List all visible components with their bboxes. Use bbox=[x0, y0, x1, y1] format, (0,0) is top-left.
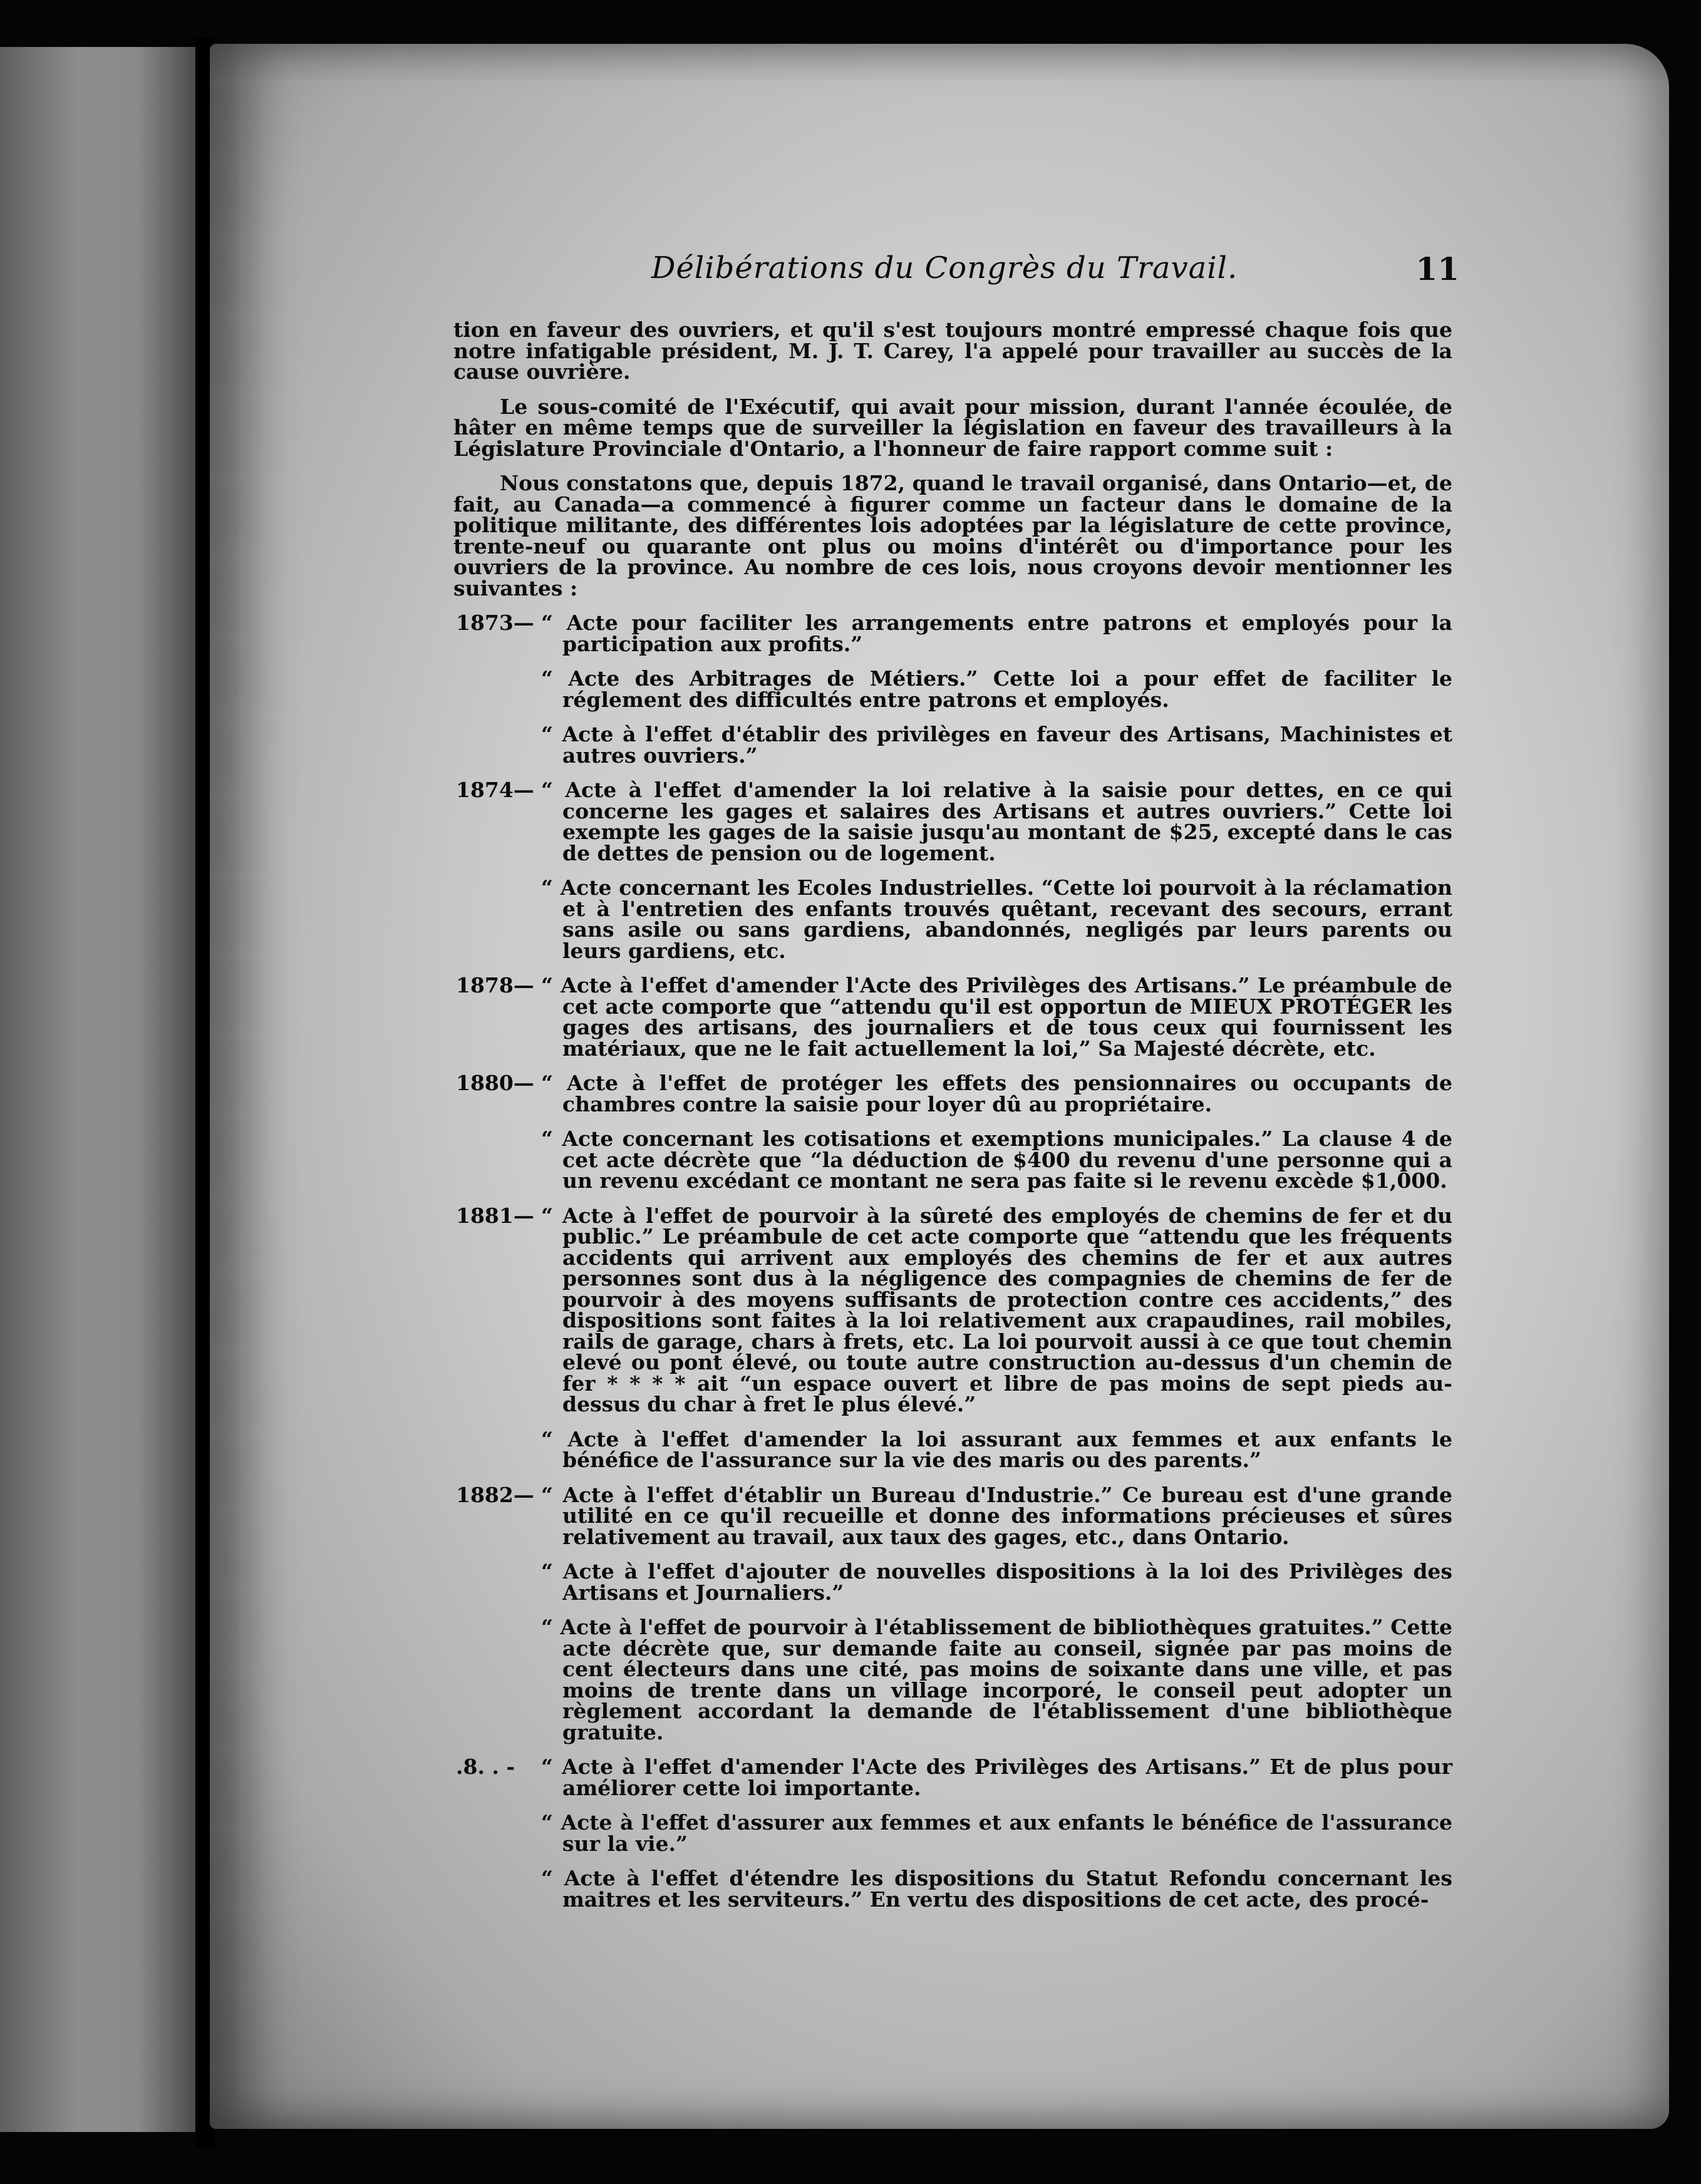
law-entry bbox=[453, 1426, 1452, 1472]
law-text: “ Acte à l'effet de pourvoir à la sûreté des employés de chemins de fer et du public.” Le préambule de cet acte comporte que “attendu que les fréquents accidents qui arrivent aux employés des chemins de fer et aux autres personnes sont dus à la négligence des compagnies de chemins de fer de pourvoir à des moyens suffisants de protection contre ces accidents,” des dispositions sont faites à la loi relativement aux crapaudines, rail mobiles, rails de garage, chars à frets, etc. La loi pourvoit aussi à ce que tout chemin elevé ou pont élevé, ou toute autre construction au-dessus d'un chemin de fer * * * * ait “un espace ouvert et libre de pas moins de sept pieds au-dessus du char à fret le plus élevé.” bbox=[541, 1203, 1452, 1416]
law-text: “ Acte à l'effet d'établir des privilèges en faveur des Artisans, Machinistes et autres ouvriers.” bbox=[541, 722, 1452, 768]
law-entry bbox=[453, 1561, 1452, 1603]
law-text: “ Acte à l'effet d'amender la loi assurant aux femmes et aux enfants le bénéfice de l'assurance sur la vie des maris ou des parents.” bbox=[541, 1426, 1452, 1472]
law-year: 1873— bbox=[456, 610, 534, 635]
left-page-edge bbox=[0, 47, 195, 2132]
law-year: 1880— bbox=[456, 1071, 534, 1095]
law-text: “ Acte à l'effet d'assurer aux femmes et aux enfants le bénéfice de l'assurance sur la vie.” bbox=[541, 1810, 1452, 1856]
law-text: “ Acte à l'effet d'étendre les dispositions du Statut Refondu concernant les maitres et les serviteurs.” En vertu des dispositions de cet acte, des procé- bbox=[541, 1866, 1452, 1912]
law-entry bbox=[453, 1205, 1452, 1415]
law-year: 1874— bbox=[456, 778, 534, 802]
law-text: “ Acte à l'effet d'amender l'Acte des Privilèges des Artisans.” Le préambule de cet acte comporte que “attendu qu'il est opportun de MIEUX PROTÉGER les gages des artisans, des journaliers et de tous ceux qui fournissent les matériaux, que ne le fait actuellement la loi,” Sa Majesté décrète, etc. bbox=[541, 973, 1452, 1061]
law-text: “ Acte à l'effet d'établir un Bureau d'Industrie.” Ce bureau est d'une grande utilité en ce qu'il recueille et donne des informations précieuses et sûres relativement au travail, aux taux des gages, etc., dans Ontario. bbox=[541, 1482, 1452, 1549]
running-title: Délibérations du Congrès du Travail. bbox=[651, 250, 1238, 286]
law-text: “ Acte des Arbitrages de Métiers.” Cette loi a pour effet de faciliter le réglement des difficultés entre patrons et employés. bbox=[541, 666, 1452, 712]
law-entry bbox=[453, 1482, 1452, 1549]
law-text: “ Acte concernant les cotisations et exemptions municipales.” La clause 4 de cet acte décrète que “la déduction de $400 du revenu d'une personne qui a un revenu excédant ce montant ne sera pas faite si le revenu excède $1,000. bbox=[541, 1126, 1452, 1193]
law-text: “ Acte à l'effet de pourvoir à l'établissement de bibliothèques gratuites.” Cette acte décrète que, sur demande faite au conseil, signée par pas moins de cent électeurs dans une cité, pas moins de soixante dans une ville, et pas moins de trente dans un village incorporé, le conseil peut adopter un règlement accordant la demande de l'établissement d'une bibliothèque gratuite. bbox=[541, 1615, 1452, 1744]
law-year: .8. . - bbox=[456, 1754, 515, 1779]
page-body bbox=[453, 319, 1452, 1924]
law-text: “ Acte pour faciliter les arrangements entre patrons et employés pour la participation aux profits.” bbox=[541, 610, 1452, 656]
law-year: 1882— bbox=[456, 1482, 534, 1507]
law-text: “ Acte à l'effet d'amender l'Acte des Privilèges des Artisans.” Et de plus pour améliorer cette loi importante. bbox=[541, 1754, 1452, 1800]
law-entry bbox=[453, 1073, 1452, 1115]
paragraph-subcommittee: Le sous-comité de l'Exécutif, qui avait pour mission, durant l'année écoulée, de hâter en même temps que de surveiller la législation en faveur des travailleurs à la Législature Provinciale d'Ontario, a l'honneur de faire rapport comme suit : bbox=[453, 394, 1452, 461]
law-entry bbox=[453, 668, 1452, 710]
law-text: “ Acte concernant les Ecoles Industrielles. “Cette loi pourvoit à la réclamation et à l'entretien des enfants trouvés quêtant, recevant des secours, errant sans asile ou sans gardiens, abandonnés, negligés par leurs parents ou leurs gardiens, etc. bbox=[541, 875, 1452, 963]
paragraph-statement: Nous constatons que, depuis 1872, quand le travail organisé, dans Ontario—et, de fait, au Canada—a commencé à figurer comme un facteur dans le domaine de la politique militante, des différentes lois adoptées par la législature de cette province, trente-neuf ou quarante ont plus ou moins d'intérêt ou d'importance pour les ouvriers de la province. Au nombre de ces lois, nous croyons devoir mentionner les suivantes : bbox=[453, 471, 1452, 600]
law-text: “ Acte à l'effet d'amender la loi relative à la saisie pour dettes, en ce qui concerne les gages et salaires des Artisans et autres ouvriers.” Cette loi exempte les gages de la saisie jusqu'au montant de $25, excepté dans le cas de dettes de pension ou de logement. bbox=[541, 778, 1452, 865]
law-entry bbox=[453, 1812, 1452, 1854]
law-year: 1878— bbox=[456, 973, 534, 997]
law-entry bbox=[453, 975, 1452, 1059]
law-text: “ Acte à l'effet d'ajouter de nouvelles dispositions à la loi des Privilèges des Artisans et Journaliers.” bbox=[541, 1559, 1452, 1605]
law-entry bbox=[453, 1868, 1452, 1910]
law-entry bbox=[453, 1617, 1452, 1743]
law-entry bbox=[453, 1128, 1452, 1192]
paragraph-continuation: tion en faveur des ouvriers, et qu'il s'est toujours montré empressé chaque fois que notre infatigable président, M. J. T. Carey, l'a appelé pour travailler au succès de la cause ouvrière. bbox=[453, 317, 1452, 384]
running-head bbox=[651, 250, 1459, 288]
law-entry bbox=[453, 1756, 1452, 1798]
law-entry bbox=[453, 780, 1452, 863]
law-text: “ Acte à l'effet de protéger les effets des pensionnaires ou occupants de chambres contre la saisie pour loyer dû au propriétaire. bbox=[541, 1071, 1452, 1116]
law-entry bbox=[453, 724, 1452, 766]
law-entry bbox=[453, 612, 1452, 654]
law-entry bbox=[453, 877, 1452, 961]
law-year: 1881— bbox=[456, 1203, 534, 1228]
page-number: 11 bbox=[1415, 250, 1459, 287]
